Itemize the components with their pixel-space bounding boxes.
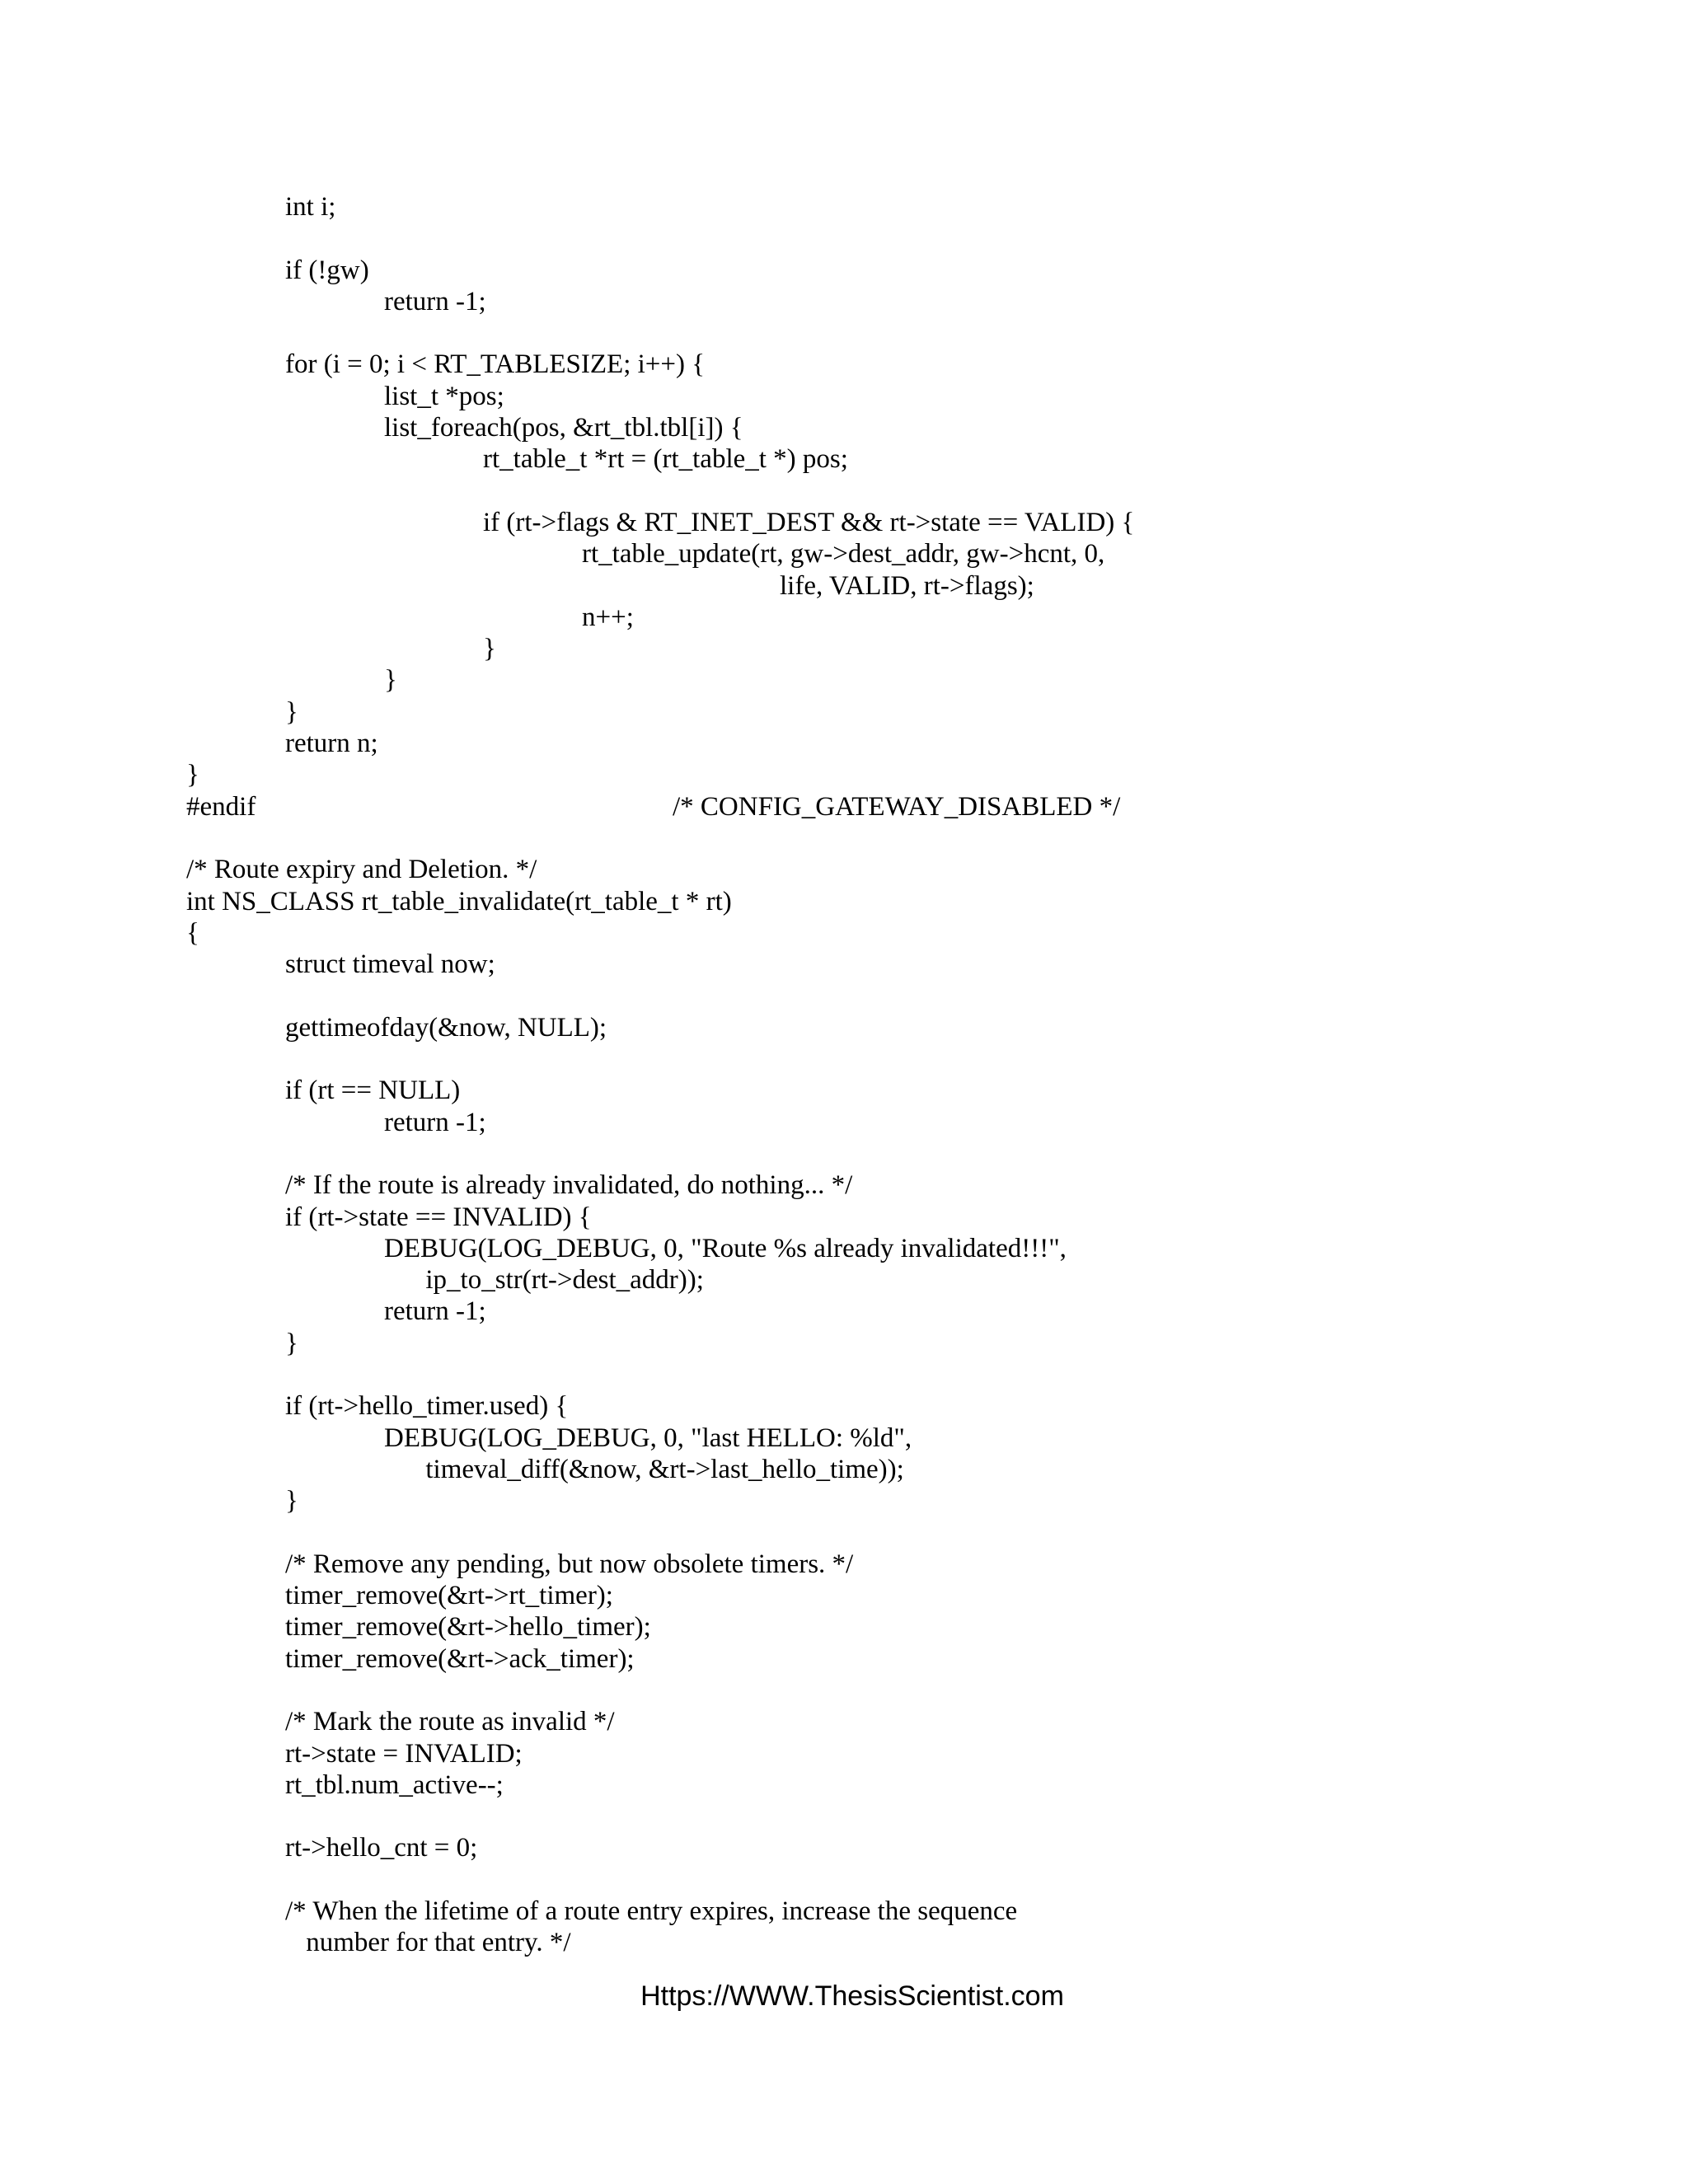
code-text: timer_remove(&rt->ack_timer); (285, 1643, 635, 1674)
code-text: /* Mark the route as invalid */ (285, 1707, 615, 1737)
code-text: return -1; (384, 286, 486, 316)
code-text: /* Remove any pending, but now obsolete timers. */ (285, 1549, 854, 1579)
code-text: life, VALID, rt->flags); (780, 570, 1034, 601)
code-text: } (384, 665, 397, 696)
code-text: rt_table_t *rt = (rt_table_t *) pos; (483, 444, 848, 475)
code-text: gettimeofday(&now, NULL); (285, 1012, 607, 1043)
code-text: int NS_CLASS rt_table_invalidate(rt_table_t * rt) (186, 886, 732, 916)
code-text: rt_tbl.num_active--; (285, 1769, 504, 1800)
code-text: /* Route expiry and Deletion. */ (186, 855, 537, 885)
code-text: struct timeval now; (285, 949, 495, 980)
footer-url: Https://WWW.ThesisScientist.com (640, 1980, 1064, 2012)
code-text: number for that entry. */ (306, 1928, 571, 1958)
code-text: for (i = 0; i < RT_TABLESIZE; i++) { (285, 349, 706, 380)
code-text: /* If the route is already invalidated, do nothing... */ (285, 1170, 853, 1201)
code-text: rt->hello_cnt = 0; (285, 1833, 478, 1863)
code-text: /* When the lifetime of a route entry expires, increase the sequence (285, 1896, 1018, 1927)
code-text: DEBUG(LOG_DEBUG, 0, "Route %s already invalidated!!!", (384, 1233, 1067, 1263)
code-text: rt->state = INVALID; (285, 1738, 523, 1769)
code-text: } (285, 696, 298, 727)
code-text: DEBUG(LOG_DEBUG, 0, "last HELLO: %ld", (384, 1422, 912, 1453)
code-text: if (rt->flags & RT_INET_DEST && rt->state == VALID) { (483, 507, 1135, 537)
code-text: } (483, 634, 496, 664)
code-text: int i; (285, 192, 336, 222)
code-text: if (!gw) (285, 255, 369, 285)
code-text: list_t *pos; (384, 381, 504, 411)
code-text: } (186, 760, 199, 790)
code-text: return -1; (384, 1296, 486, 1327)
code-text: if (rt == NULL) (285, 1076, 461, 1106)
code-trailing-comment: /* CONFIG_GATEWAY_DISABLED */ (673, 791, 1121, 822)
code-text: timer_remove(&rt->hello_timer); (285, 1612, 651, 1643)
code-text: timeval_diff(&now, &rt->last_hello_time)); (425, 1454, 904, 1484)
code-text: #endif (186, 791, 256, 822)
code-text: return n; (285, 729, 378, 759)
code-text: if (rt->state == INVALID) { (285, 1202, 592, 1232)
code-text: if (rt->hello_timer.used) { (285, 1391, 569, 1422)
code-text: return -1; (384, 1107, 486, 1137)
code-text: ip_to_str(rt->dest_addr)); (425, 1265, 704, 1296)
code-text: } (285, 1486, 298, 1516)
code-text: { (186, 917, 199, 948)
code-text: timer_remove(&rt->rt_timer); (285, 1581, 613, 1611)
code-text: n++; (582, 602, 634, 632)
code-text: } (285, 1328, 298, 1358)
code-text: rt_table_update(rt, gw->dest_addr, gw->hcnt, 0, (582, 539, 1105, 569)
code-text: list_foreach(pos, &rt_tbl.tbl[i]) { (384, 413, 743, 443)
